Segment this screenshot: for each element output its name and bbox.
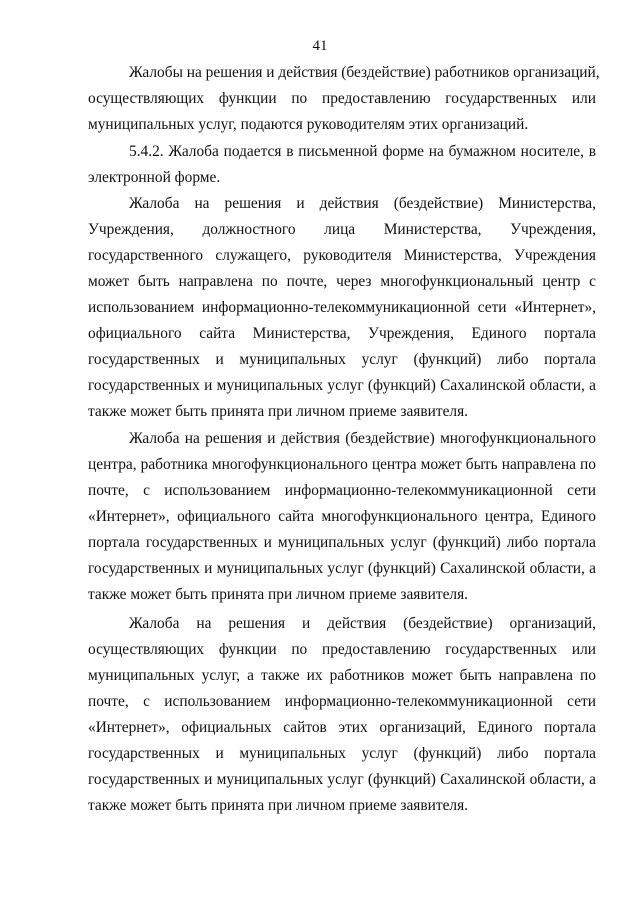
text-line: осуществляющих функции по предоставлению государственных или <box>88 90 596 107</box>
page-number: 41 <box>312 38 328 54</box>
text-line: электронной форме. <box>88 169 221 186</box>
text-line: государственных и муниципальных услуг (функций) Сахалинской области, а <box>88 377 596 394</box>
paragraph-complaint-organizations-heads <box>88 60 600 138</box>
paragraph-complaint-mfc <box>88 426 596 608</box>
text-line: Жалоба на решения и действия (бездействие) Министерства, <box>129 195 596 212</box>
text-line: использованием информационно-телекоммуникационной сети «Интернет», <box>88 299 596 316</box>
text-line: также может быть принята при личном приеме заявителя. <box>88 586 469 603</box>
text-line: почте, с использованием информационно-телекоммуникационной сети <box>88 482 596 499</box>
text-line: муниципальных услуг, подаются руководителям этих организаций. <box>88 116 529 133</box>
text-line: государственных и муниципальных услуг (функций) либо портала <box>88 351 596 368</box>
text-line: официального сайта Министерства, Учреждения, Единого портала <box>88 325 596 342</box>
document-body <box>88 60 600 819</box>
text-line: портала государственных и муниципальных услуг (функций) либо портала <box>88 534 596 551</box>
text-line: муниципальных услуг, а также их работников может быть направлена по <box>88 667 596 684</box>
paragraph-complaint-form <box>88 139 596 191</box>
text-line: также может быть принята при личном приеме заявителя. <box>88 403 469 420</box>
text-line: «Интернет», официального сайта многофункционального центра, Единого <box>88 508 596 525</box>
text-line: центра, работника многофункционального центра может быть направлена по <box>88 456 596 473</box>
text-line: может быть направлена по почте, через многофункциональный центр с <box>88 273 596 290</box>
text-line: осуществляющих функции по предоставлению государственных или <box>88 641 596 658</box>
paragraph-complaint-ministry <box>88 191 596 425</box>
text-line: государственного служащего, руководителя Министерства, Учреждения <box>88 247 596 264</box>
text-line: государственных и муниципальных услуг (функций) либо портала <box>88 745 596 762</box>
text-line: 5.4.2. Жалоба подается в письменной форме на бумажном носителе, в <box>129 143 596 160</box>
text-line: Учреждения, должностного лица Министерства, Учреждения, <box>88 221 596 238</box>
text-line: Жалоба на решения и действия (бездействие) многофункционального <box>129 430 596 447</box>
text-line: почте, с использованием информационно-телекоммуникационной сети <box>88 693 596 710</box>
text-line: государственных и муниципальных услуг (функций) Сахалинской области, а <box>88 771 596 788</box>
paragraph-complaint-service-organizations <box>88 611 596 819</box>
text-line: государственных и муниципальных услуг (функций) Сахалинской области, а <box>88 560 596 577</box>
text-line: также может быть принята при личном приеме заявителя. <box>88 797 469 814</box>
text-line: Жалоба на решения и действия (бездействие) организаций, <box>129 615 596 632</box>
text-line: «Интернет», официальных сайтов этих организаций, Единого портала <box>88 719 596 736</box>
text-line: Жалобы на решения и действия (бездействие) работников организаций, <box>129 64 600 81</box>
